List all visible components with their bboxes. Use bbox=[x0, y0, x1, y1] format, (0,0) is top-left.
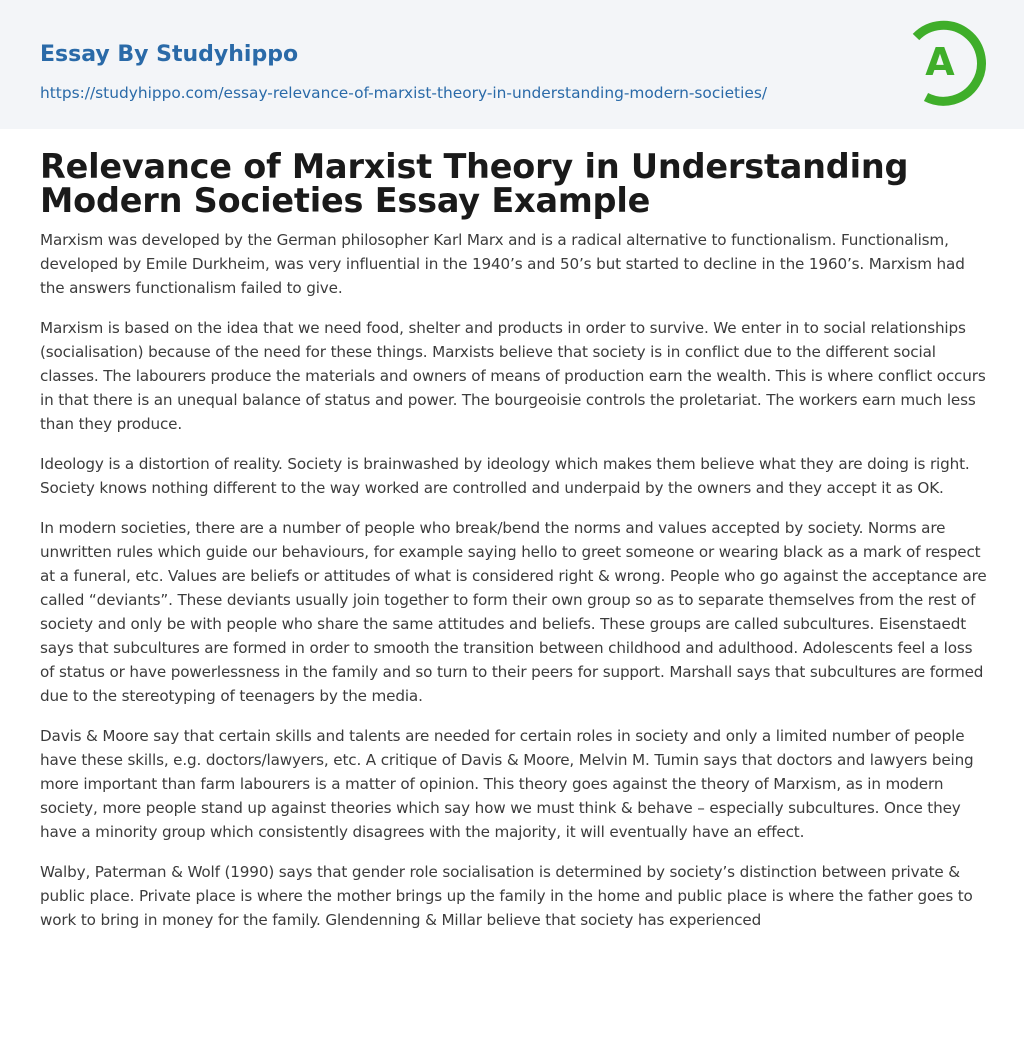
paragraph: Marxism was developed by the German philosopher Karl Marx and is a radical alternative to functionalism. Functionalism, developed by Emile Durkheim, was very influential in the 1940’s and 50’s but started to decline in the 1960’s. Marxism had the answers functionalism failed to give. bbox=[40, 231, 965, 297]
paragraph: Walby, Paterman & Wolf (1990) says that gender role socialisation is determined by society’s distinction between private & public place. Private place is where the mother brings up the family in the home and public place is where the father goes to work to bring in money for the family. Glendenning & Millar believe that society has experienced bbox=[40, 863, 973, 929]
logo-letter: A bbox=[925, 40, 955, 84]
essay-body bbox=[40, 228, 990, 948]
page-url-link[interactable]: https://studyhippo.com/essay-relevance-of-marxist-theory-in-understanding-modern-societies/ bbox=[40, 84, 768, 102]
site-header bbox=[0, 0, 1024, 129]
paragraph: Marxism is based on the idea that we need food, shelter and products in order to survive. We enter in to social relationships (socialisation) because of the need for these things. Marxists believe that society is in conflict due to the different social classes. The labourers produce the materials and owners of means of production earn the wealth. This is where conflict occurs in that there is an unequal balance of status and power. The bourgeoisie controls the proletariat. The workers earn much less than they produce. bbox=[40, 319, 986, 433]
paragraph: Davis & Moore say that certain skills and talents are needed for certain roles in society and only a limited number of people have these skills, e.g. doctors/lawyers, etc. A critique of Davis & Moore, Melvin M. Tumin says that doctors and lawyers being more important than farm labourers is a matter of opinion. This theory goes against the theory of Marxism, as in modern society, more people stand up against theories which say how we must think & behave – especially subcultures. Once they have a minority group which consistently disagrees with the majority, it will eventually have an effect. bbox=[40, 727, 974, 841]
page-title: Relevance of Marxist Theory in Understanding Modern Societies Essay Example bbox=[40, 147, 909, 220]
site-name[interactable]: Essay By Studyhippo bbox=[40, 42, 299, 67]
studyhippo-logo-icon[interactable] bbox=[904, 18, 988, 106]
paragraph: Ideology is a distortion of reality. Society is brainwashed by ideology which makes them believe what they are doing is right. Society knows nothing different to the way worked are controlled and underpaid by the owners and they accept it as OK. bbox=[40, 455, 970, 497]
paragraph: In modern societies, there are a number of people who break/bend the norms and values accepted by society. Norms are unwritten rules which guide our behaviours, for example saying hello to greet someone or wearing black as a mark of respect at a funeral, etc. Values are beliefs or attitudes of what is considered right & wrong. People who go against the acceptance are called “deviants”. These deviants usually join together to form their own group so as to separate themselves from the rest of society and only be with people who share the same attitudes and beliefs. These groups are called subcultures. Eisenstaedt says that subcultures are formed in order to smooth the transition between childhood and adulthood. Adolescents feel a loss of status or have powerlessness in the family and so turn to their peers for support. Marshall says that subcultures are formed due to the stereotyping of teenagers by the media. bbox=[40, 519, 987, 705]
